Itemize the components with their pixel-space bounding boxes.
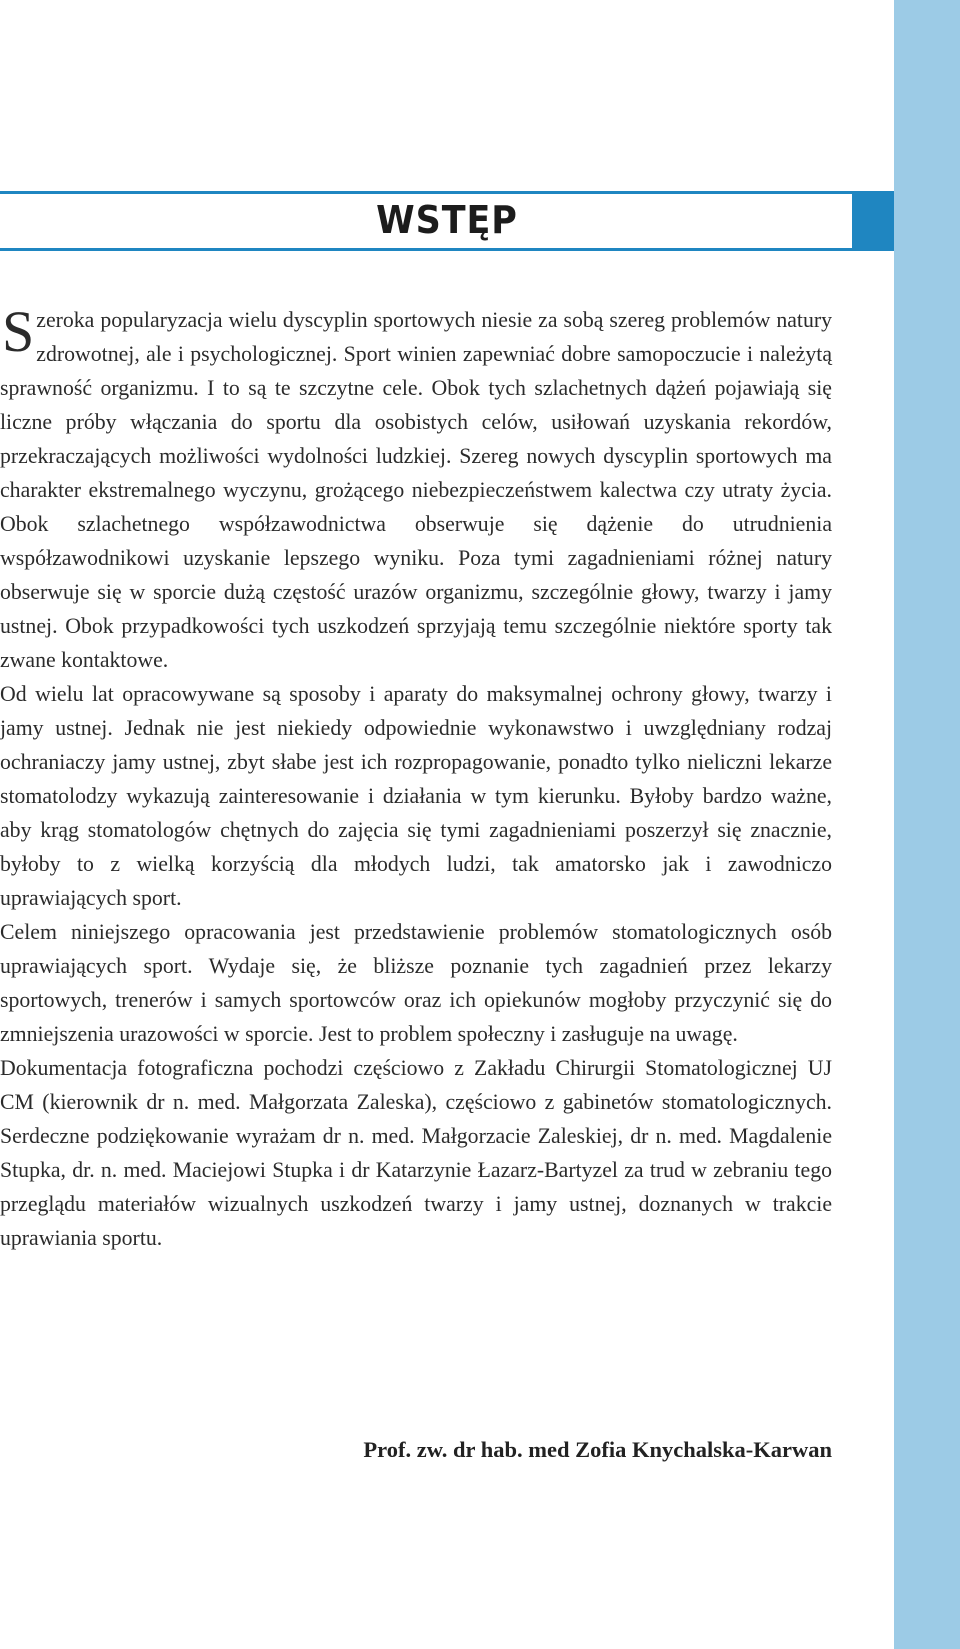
author-signature: Prof. zw. dr hab. med Zofia Knychalska-Karwan bbox=[363, 1437, 832, 1462]
paragraph-3: Celem niniejszego opracowania jest przedstawienie problemów stomatologicznych osób uprawiających sport. Wydaje się, że bliższe poznanie tych zagadnień przez lekarzy sportowych, trenerów i samych sportowców oraz ich opiekunów mogłoby przyczynić się do zmniejszenia urazowości w sporcie. Jest to problem społeczny i zasługuje na uwagę. bbox=[0, 920, 832, 1046]
header-accent-block bbox=[852, 191, 894, 251]
paragraph-1 bbox=[0, 299, 832, 677]
header-rule-top bbox=[0, 191, 894, 194]
page-title: WSTĘP bbox=[376, 198, 518, 242]
drop-cap: S bbox=[2, 299, 35, 364]
side-color-band bbox=[894, 0, 960, 1649]
paragraph-4: Dokumentacja fotograficzna pochodzi częściowo z Zakładu Chirurgii Stomatologicznej UJ CM (kierownik dr n. med. Małgorzata Zaleska), częściowo z gabinetów stomatologicznych. Serdeczne podziękowanie wyrażam dr n. med. Małgorzacie Zaleskiej, dr n. med. Magdalenie Stupka, dr. n. med. Maciejowi Stupka i dr Katarzynie Łazarz-Bartyzel za trud w zebraniu tego przeglądu materiałów wizualnych uszkodzeń twarzy i jamy ustnej, doznanych w trakcie uprawiania sportu. bbox=[0, 1056, 832, 1250]
header-rule-bottom bbox=[0, 248, 894, 251]
paragraph-1-text: zeroka popularyzacja wielu dyscyplin sportowych niesie za sobą szereg problemów natury zdrowotnej, ale i psychologicznej. Sport winien zapewniać dobre samopoczucie i należytą sprawność organizmu. I to są te szczytne cele. Obok tych szlachetnych dążeń pojawiają się liczne próby włączania do sportu dla osobistych celów, usiłowań uzyskania rekordów, przekraczających możliwości wydolności ludzkiej. Szereg nowych dyscyplin sportowych ma charakter ekstremalnego wyczynu, grożącego niebezpieczeństwem kalectwa czy utraty życia. Obok szlachetnego współzawodnictwa obserwuje się dążenie do utrudnienia współzawodnikowi uzyskanie lepszego wyniku. Poza tymi zagadnieniami różnej natury obserwuje się w sporcie dużą częstość urazów organizmu, szczególnie głowy, twarzy i jamy ustnej. Obok przypadkowości tych uszkodzeń sprzyjają temu szczególnie niektóre sporty tak zwane kontaktowe. bbox=[0, 308, 832, 672]
paragraph-2: Od wielu lat opracowywane są sposoby i aparaty do maksymalnej ochrony głowy, twarzy i jamy ustnej. Jednak nie jest niekiedy odpowiednie wykonawstwo i uwzględniany rodzaj ochraniaczy jamy ustnej, zbyt słabe jest ich rozpropagowanie, ponadto tylko nieliczni lekarze stomatolodzy wykazują zainteresowanie i działania w tym kierunku. Byłoby bardzo ważne, aby krąg stomatologów chętnych do zajęcia się tymi zagadnieniami poszerzył się znacznie, byłoby to z wielką korzyścią dla młodych ludzi, tak amatorsko jak i zawodniczo uprawiających sport. bbox=[0, 682, 832, 910]
body-text bbox=[0, 299, 832, 1255]
